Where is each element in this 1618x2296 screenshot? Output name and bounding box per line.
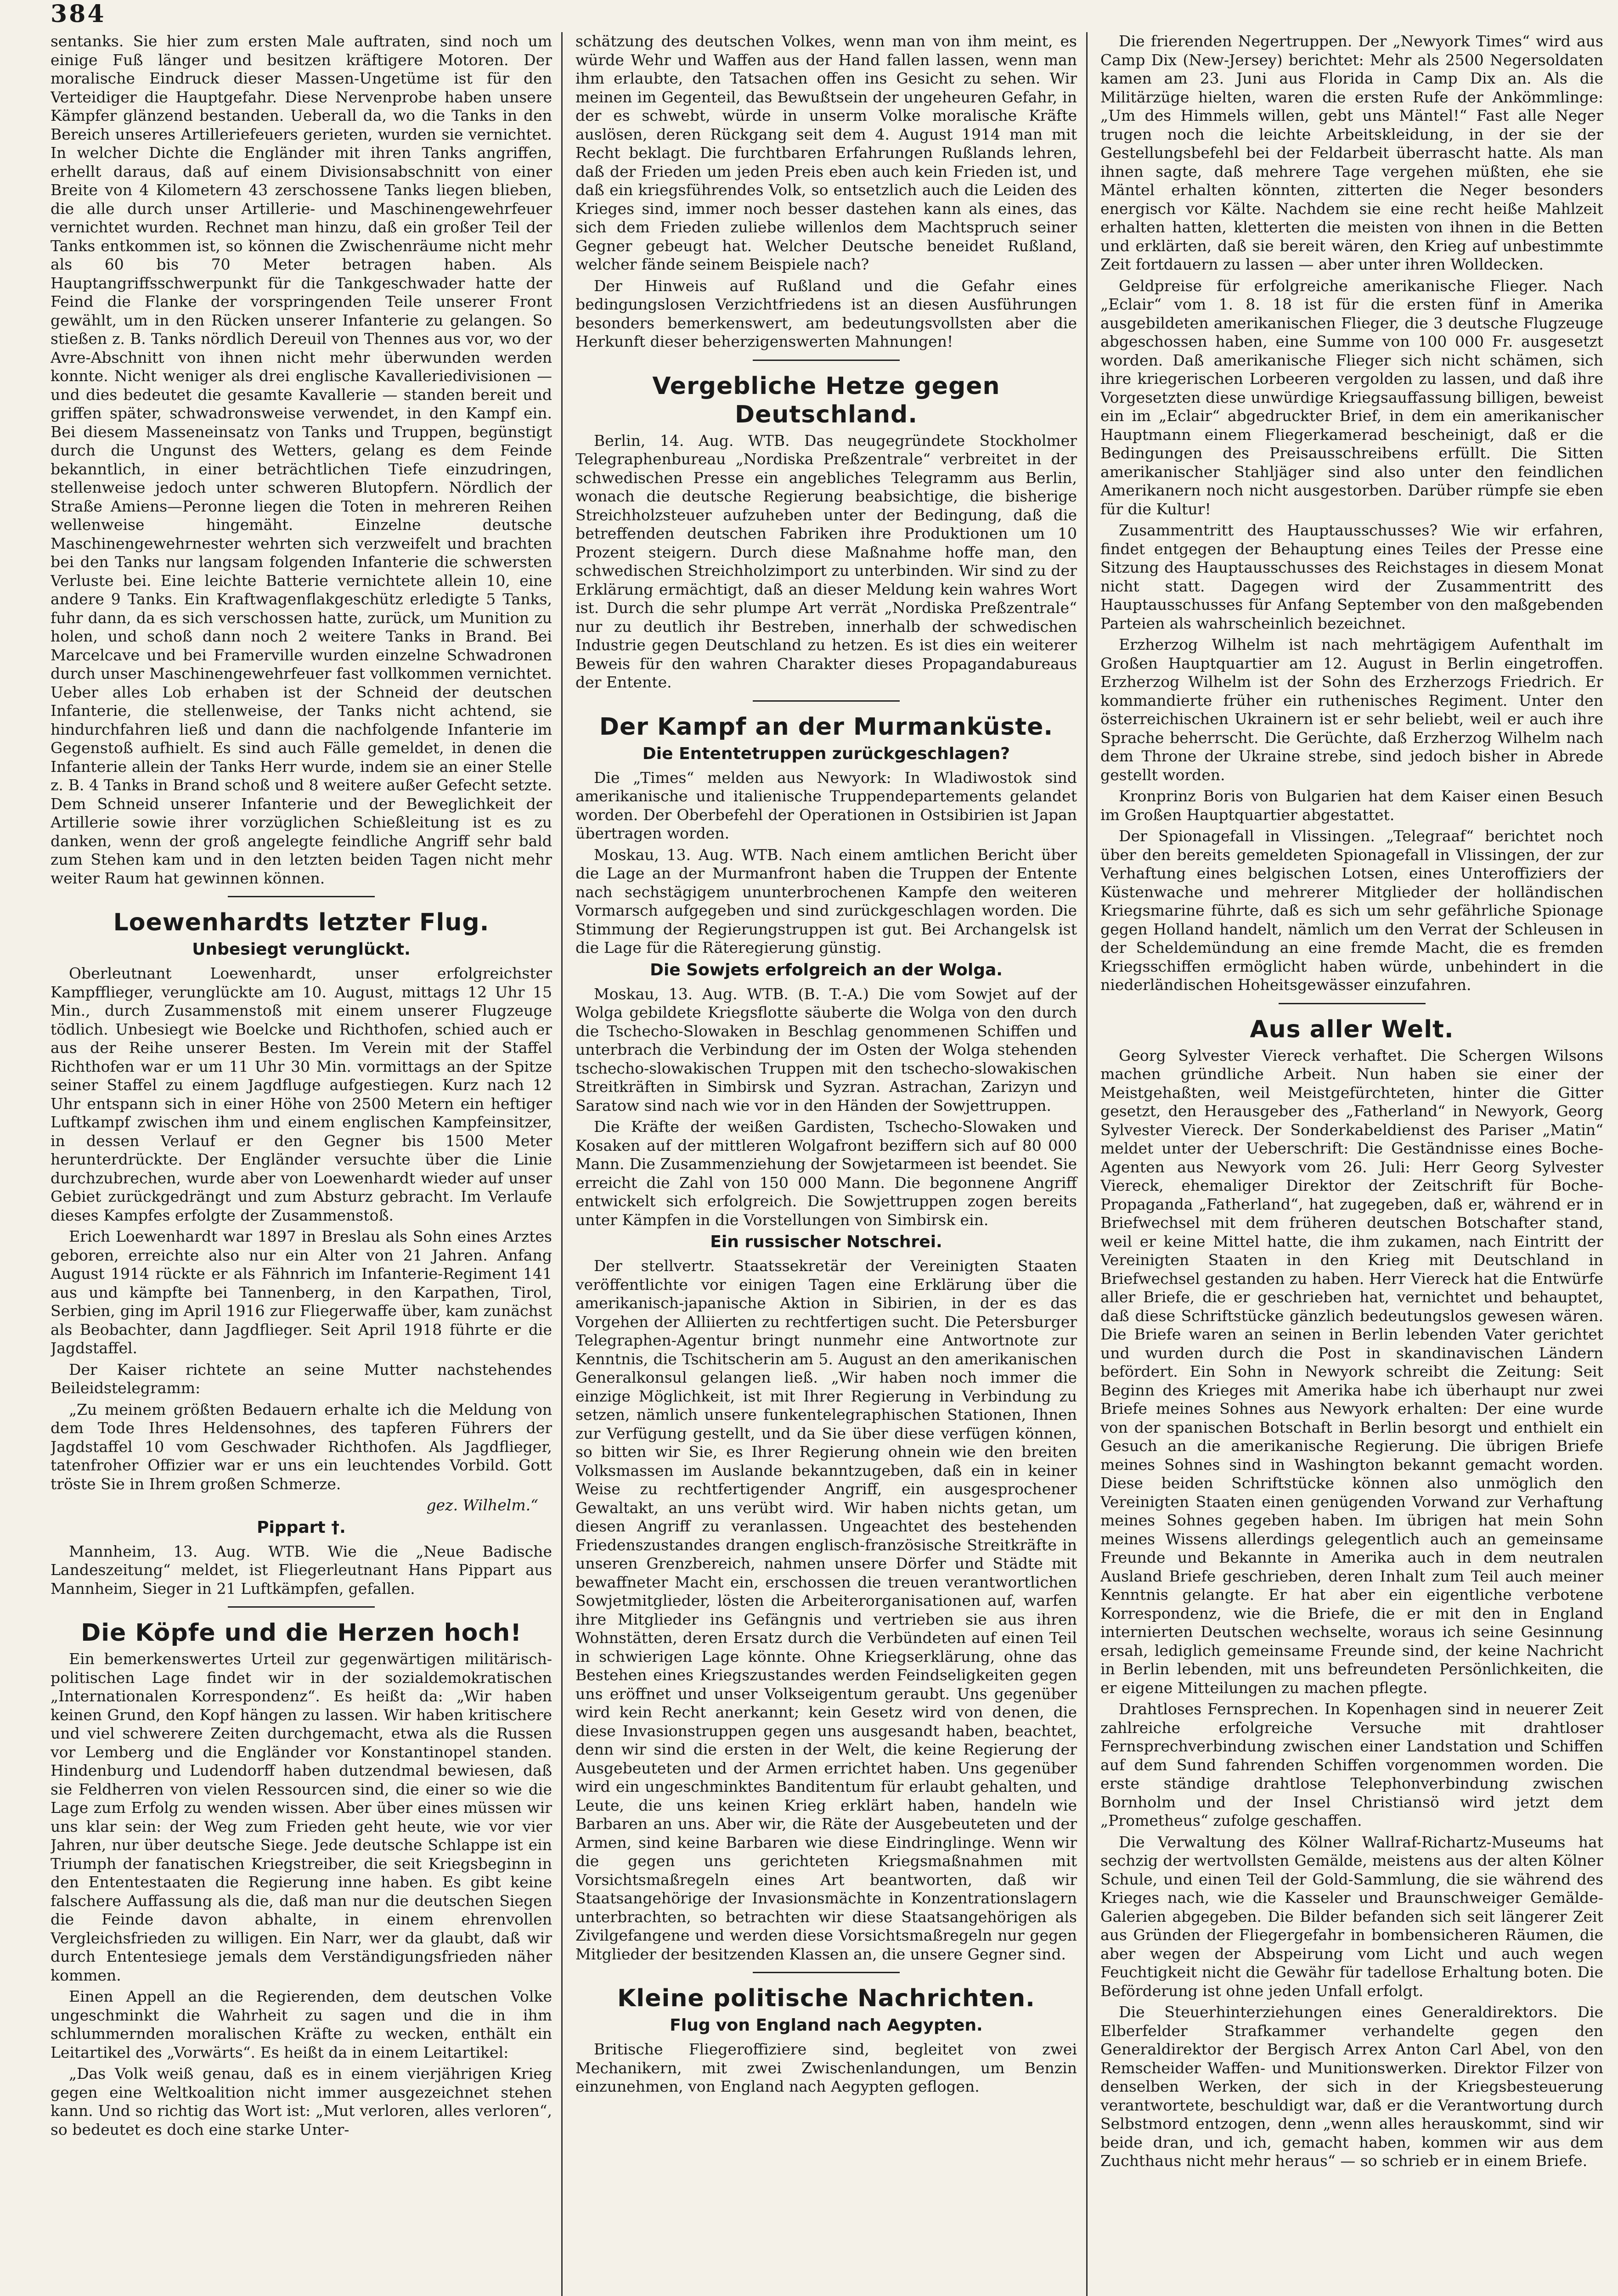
headline-kleine-nachrichten: Kleine politische Nachrichten. xyxy=(617,1985,1035,2012)
telegram-signature: gez. Wilhelm.“ xyxy=(426,1496,538,1514)
paragraph: Oberleutnant Loewenhardt, unser erfolgreichster Kampfflieger, verunglückte am 10. August, mittags 12 Uhr 15 Min., durch Zusammenstoß mit einem unserer Flugzeuge tödlich. Unbesiegt wie Boelcke und Richthofen, schied auch er aus der Reihe unserer Besten. Im Verein mit der Staffel Richthofen war er um 11 Uhr 30 Min. vormittags an der Spitze seiner Staffel zu einem Jagdfluge aufgestiegen. Kurz nach 12 Uhr entspann sich in einer Höhe von 2500 Metern ein heftiger Luftkampf zwischen ihm und einem englischen Kampfeinsitzer, in dessen Verlauf er den Gegner bis 1500 Meter herunterdrückte. Der Engländer versuchte über die Linie durchzubrechen, wurde aber von Loewenhardt wieder auf unser Gebiet zurückgedrängt und zum Absturz gebracht. Im Verlaufe dieses Kampfes erfolgte der Zusammenstoß. xyxy=(51,964,552,1224)
paragraph: Georg Sylvester Viereck verhaftet. Die Schergen Wilsons machen gründliche Arbeit. Nun haben sie einer der Meistgehaßten, weil Meistgefürchteten, hinter die Gitter gesetzt, den Herausgeber des „Fatherland“ in Newyork, Georg Sylvester Viereck. Der Sonderkabeldienst des Pariser „Matin“ meldet unter der Ueberschrift: Die Geständnisse eines Boche-Agenten aus Newyork vom 26. Juli: Herr Georg Sylvester Viereck, ehemaliger Direktor der Zeitschrift für Boche-Propaganda „Fatherland“, hat zugegeben, daß er, während er in Briefwechsel mit dem früheren deutschen Botschafter stand, weil er keine Mittel hatte, die ihm zukamen, nach Eintritt der Vereinigten Staaten in den Krieg mit Deutschland in Briefwechsel gestanden zu haben. Herr Viereck hat die Entwürfe aller Briefe, die er geschrieben hat, vernichtet und behauptet, daß diese Schriftstücke gänzlich bedeutungslos gewesen wären. Die Briefe waren an seinen in Berlin lebenden Vater gerichtet und wurden durch die Post in skandinavischen Ländern befördert. Ein Sohn in Newyork schreibt die Zeitung: Seit Beginn des Krieges mit Amerika habe ich überhaupt nur zwei Briefe meines Sohnes aus Newyork erhalten: Der eine wurde von der spanischen Botschaft in Berlin besorgt und enthielt ein Gesuch an die amerikanische Regierung. Die übrigen Briefe meines Sohnes sind in Washington bekannt gemacht worden. Diese beiden Schriftstücke können also unmöglich den Vereinigten Staaten einen genügenden Vorwand zur Verhaftung meines Sohnes gegeben haben. Im übrigen hat mein Sohn meines Wissens allerdings gelegentlich auch an gemeinsame Freunde und Bekannte in Amerika auch in dem neutralen Ausland Briefe geschrieben, deren Inhalt zum Teil auch meiner Kenntnis gelangte. Er hat aber ein eigentliche verbotene Korrespondenz, wie die Briefe, die er mit den in England internierten Deutschen wechselte, woraus ich seine Gesinnung ersah, lediglich gemeinsame Freunde sind, der keine Nachricht in Berlin lebenden, mit uns befreundeten Persönlichkeiten, die er eigene Mitteilungen zu machen pflegte. xyxy=(1100,1046,1603,1697)
paragraph: Der Spionagefall in Vlissingen. „Telegraaf“ berichtet noch über den bereits gemeldeten Spionagefall in Vlissingen, der zur Verhaftung eines belgischen Lotsen, eines Unteroffiziers der Küstenwache und mehrerer Mitglieder der holländischen Kriegsmarine führte, daß es sich um sehr gefährliche Spionage gegen Holland handelt, nämlich um den Verrat der Schleusen in der Scheldemündung an eine fremde Macht, die es fremden Kriegsschiffen ermöglicht haben würde, unbehindert in die niederländischen Hoheitsgewässer einzufahren. xyxy=(1100,827,1603,994)
paragraph: Einen Appell an die Regierenden, dem deutschen Volke ungeschminkt die Wahrheit zu sagen und die in ihm schlummernden moralischen Kräfte zu wecken, enthält ein Leitartikel des „Vorwärts“. Es heißt da in einem Leitartikel: xyxy=(51,1987,552,2061)
paragraph: Moskau, 13. Aug. WTB. Nach einem amtlichen Bericht über die Lage an der Murmanfront haben die Truppen der Entente nach sechstägigem ununterbrochenen Kampfe den weiteren Vormarsch aufgegeben und sind zurückgeschlagen worden. Die Stimmung der Regierungstruppen ist gut. Bei Archangelsk ist die Lage für die Räteregierung günstig. xyxy=(575,845,1077,957)
paragraph: Moskau, 13. Aug. WTB. (B. T.-A.) Die vom Sowjet auf der Wolga gebildete Kriegsflotte säuberte die Wolga von den durch die Tschecho-Slowaken in Beschlag genommenen Schiffen und unterbrach die Verbindung der im Osten der Wolga stehenden tschecho-slowakischen Truppen mit den tschecho-slowakischen Streitkräften in Simbirsk und Syzran. Astrachan, Zarizyn und Saratow sind nach wie vor in den Händen der Sowjettruppen. xyxy=(575,985,1077,1114)
column-1 xyxy=(51,32,563,2296)
divider xyxy=(1279,1003,1426,1004)
headline-loewenhardt: Loewenhardts letzter Flug. xyxy=(113,909,490,936)
divider xyxy=(753,700,900,702)
telegram-quote: „Zu meinem größten Bedauern erhalte ich die Meldung von dem Tode Ihres Heldensohnes, des tapferen Führers der Jagdstaffel 10 vom Geschwader Richthofen. Als Jagdflieger, tatenfroher Offizier war er uns ein leuchtendes Vorbild. Gott tröste Sie in Ihrem großen Schmerze. xyxy=(51,1400,552,1493)
subheadline-flug: Flug von England nach Aegypten. xyxy=(670,2016,983,2035)
paragraph: Ein bemerkenswertes Urteil zur gegenwärtigen militärisch-politischen Lage findet wir in der sozialdemokratischen „Internationalen Korrespondenz“. Es heißt da: „Wir haben keinen Grund, den Kopf hängen zu lassen. Wir haben kritischere und viel schwerere Zeiten durchgemacht, etwa als die Russen vor Lemberg und die Engländer vor Konstantinopel standen. Hindenburg und Ludendorff haben dutzendmal bewiesen, daß sie Feldherren von vielen Ressourcen sind, die einer so wie die Lage zum Erfolg zu wenden wissen. Aber über eines müssen wir uns klar sein: der Weg zum Frieden geht heute, wie vor vier Jahren, nur über deutsche Siege. Jede deutsche Schlappe ist ein Triumph der fanatischen Kriegstreiber, die seit Kriegsbeginn in den Ententestaaten die Regierung inne haben. Es gibt keine falschere Auffassung als die, daß man nur die deutschen Siegen die Feinde davon abhalte, in einem ehrenvollen Vergleichsfrieden zu willigen. Ein Narr, wer da glaubt, daß wir durch Ententesiege jemals dem Verständigungsfrieden näher kommen. xyxy=(51,1650,552,1984)
column-3 xyxy=(1100,32,1612,2296)
paragraph: Die Verwaltung des Kölner Wallraf-Richartz-Museums hat sechzig der wertvollsten Gemälde, meistens aus der alten Kölner Schule, und einen Teil der Gold-Sammlung, die sie während des Krieges nach, wie die Kasseler und Braunschweiger Gemälde-Galerien abgegeben. Die Bilder befanden sich seit längerer Zeit aus Gründen der Fliegergefahr in bombensicheren Räumen, die aber wegen der Abspeirung vom Licht und auch wegen Feuchtigkeit nicht die Gewähr für tadellose Erhaltung boten. Die Beförderung ist ohne jeden Unfall erfolgt. xyxy=(1100,1833,1603,2000)
headline-koepfe: Die Köpfe und die Herzen hoch! xyxy=(81,1619,522,1647)
paragraph: Drahtloses Fernsprechen. In Kopenhagen sind in neuerer Zeit zahlreiche erfolgreiche Versuche mit drahtloser Fernsprechverbindung zwischen einer Landstation und Schiffen auf dem Sund fahrenden Schiffen vorgenommen worden. Die erste ständige drahtlose Telephonverbindung zwischen Bornholm und der Insel Christiansö wird jetzt dem „Prometheus“ zufolge geschaffen. xyxy=(1100,1700,1603,1829)
headline-pippart: Pippart †. xyxy=(257,1518,346,1537)
subheadline-wolga: Die Sowjets erfolgreich an der Wolga. xyxy=(650,960,1003,979)
paragraph: „Das Volk weiß genau, daß es in einem vierjährigen Krieg gegen eine Weltkoalition nicht immer ausgezeichnet stehen kann. Und so richtig das Wort ist: „Mut verloren, alles verloren“, so bedeutet es doch eine starke Unter- xyxy=(51,2065,552,2138)
subheadline-notschrei: Ein russischer Notschrei. xyxy=(710,1232,942,1251)
paragraph: Die frierenden Negertruppen. Der „Newyork Times“ wird aus Camp Dix (New-Jersey) berichtet: Mehr als 2500 Negersoldaten kamen am 23. Juni aus Florida in Camp Dix an. Als die Militärzüge hielten, waren die ersten Rufe der Ankömmlinge: „Um des Himmels willen, gebt uns Mäntel!“ Fast alle Neger trugen noch die leichte Arbeitskleidung, in der sie der Gestellungsbefehl bei der Feldarbeit überrascht hatte. Als man ihnen sagte, daß mehrere Tage vergehen müßten, ehe sie Mäntel erhalten könnten, zitterten die Neger besonders energisch vor Kälte. Nachdem sie eine recht heiße Mahlzeit erhalten hatten, kletterten die meisten von ihnen in die Betten und erklärten, daß sie bereit wären, den Krieg auf unbestimmte Zeit fortdauern zu lassen — aber unter ihren Wolldecken. xyxy=(1100,32,1603,273)
paragraph: Die Steuerhinterziehungen eines Generaldirektors. Die Elberfelder Strafkammer verhandelte gegen den Generaldirektor der Bergisch Arrex Anton Carl Abel, von den Remscheider Waffen- und Munitionswerken. Direktor Filzer von denselben Werken, der sich in der Kriegsbesteuerung verantwortete, beschuldigt war, daß er die Verantwortung durch Selbstmord entzogen, denn „wenn alles herauskommt, sind wir beide dran, und ich, gemacht haben, kommen wir aus dem Zuchthaus nicht mehr heraus“ — so schrieb er in einem Briefe. xyxy=(1100,2003,1603,2170)
divider xyxy=(753,1972,900,1973)
paragraph: Die Kräfte der weißen Gardisten, Tschecho-Slowaken und Kosaken auf der mittleren Wolgafront beziffern sich auf 80 000 Mann. Die Zusammenziehung der Sowjetarmeen ist beendet. Sie erreicht die Zahl von 150 000 Mann. Die begonnene Angriff entwickelt sich erfolgreich. Die Sowjettruppen zogen bereits unter Kämpfen in die Vorstellungen von Simbirsk ein. xyxy=(575,1118,1077,1229)
paragraph: Zusammentritt des Hauptausschusses? Wie wir erfahren, findet entgegen der Behauptung eines Teiles der Presse eine Sitzung des Hauptausschusses des Reichstages in diesem Monat nicht statt. Dagegen wird der Zusammentritt des Hauptausschusses für Anfang September von den maßgebenden Parteien als wahrscheinlich bezeichnet. xyxy=(1100,521,1603,632)
paragraph: Mannheim, 13. Aug. WTB. Wie die „Neue Badische Landeszeitung“ meldet, ist Fliegerleutnant Hans Pippart aus Mannheim, Sieger in 21 Luftkämpfen, gefallen. xyxy=(51,1542,552,1598)
column-2 xyxy=(575,32,1088,2296)
subheadline-murman: Die Ententetruppen zurückgeschlagen? xyxy=(642,744,1010,763)
columns xyxy=(51,32,1603,2296)
divider xyxy=(228,1606,375,1608)
paragraph: Kronprinz Boris von Bulgarien hat dem Kaiser einen Besuch im Großen Hauptquartier abgestattet. xyxy=(1100,787,1603,824)
headline-murman: Der Kampf an der Murmanküste. xyxy=(599,713,1054,741)
paragraph: Der stellvertr. Staatssekretär der Vereinigten Staaten veröffentlichte vor einigen Tagen eine Erklärung über die amerikanisch-japanische Aktion in Sibirien, in der es das Vorgehen der Alliierten zu rechtfertigen sucht. Die Petersburger Telegraphen-Agentur bringt nunmehr eine Antwortnote zur Kenntnis, die Tschitscherin am 5. August an den amerikanischen Generalkonsul gelangen ließ. „Wir haben noch immer die einzige Möglichkeit, ist mit Ihrer Regierung in Verbindung zu setzen, nämlich unsere funkentelegraphischen Stationen, Ihnen zur Verfügung gestellt, und da Sie über diese verfügen können, so bitten wir Sie, es Ihrer Regierung ohnein wie den breiten Volksmassen im Auslande bekanntzugeben, daß ein in keiner Weise zu rechtfertigender Angriff, ein ausgesprochener Gewaltakt, an uns verübt wird. Wir haben nichts getan, um diesen Angriff zu veranlassen. Ungeachtet des bestehenden Friedenszustandes drangen englisch-französische Streitkräfte in unseren Grenzbereich, nahmen unsere Dörfer und Städte mit bewaffneter Macht ein, erschossen die treuen verantwortlichen Sowjetmitglieder, lösten die Arbeiterorganisationen auf, warfen ihre Mitglieder ins Gefängnis und vertrieben sie aus ihren Wohnstätten, deren Ersatz durch die Verbündeten auf einen Teil in schwierigen Lage könnte. Ohne Kriegserklärung, ohne das Bestehen eines Kriegszustandes werden Feindseligkeiten gegen uns eröffnet und unser Volkseigentum geraubt. Uns gegenüber wird kein Recht anerkannt; kein Gesetz wird von denen, die diese Invasionstruppen gegen uns ausgesandt haben, beachtet, denn wir sind die ersten in der Welt, die keine Regierung der Ausgebeuteten und der Armen errichtet haben. Uns gegenüber wird ein ungeschminktes Banditentum für erlaubt gehalten, und Leute, die uns keinen Krieg erklärt haben, handeln wie Barbaren an uns. Aber wir, die Räte der Ausgebeuteten und der Armen, sind keine Barbaren wie diese Eindringlinge. Wenn wir die gegen uns gerichteten Kriegsmaßnahmen mit Vorsichtsmaßregeln eines Art beantworten, daß wir Staatsangehörige der Invasionsmächte in Konzentrationslagern unterbrachten, so betrachten wir diese Staatsangehörigen als Zivilgefangene und werden diese Vorsichtsmaßregeln nur gegen Mitglieder der besitzenden Klassen an, die unsere Gegner sind. xyxy=(575,1257,1077,1963)
paragraph: Geldpreise für erfolgreiche amerikanische Flieger. Nach „Eclair“ vom 1. 8. 18 ist für die ersten fünf in Amerika ausgebildeten amerikanischen Flieger, die 3 deutsche Flugzeuge abgeschossen haben, eine Summe von 100 000 Fr. ausgesetzt worden. Daß amerikanische Flieger sich nicht schämen, sich ihre kriegerischen Lorbeeren vergolden zu lassen, und daß ihre Vorgesetzten diese unwürdige Kriegsauffassung billigen, beweist ein im „Eclair“ abgedruckter Brief, in dem ein amerikanischer Hauptmann einem Fliegerkamerad bescheinigt, daß er die Bedingungen des Preisausschreibens erfüllt. Die Sitten amerikanischer Stahljäger sind also unter den feindlichen Amerikanern noch nicht ausgestorben. Darüber rümpfe sie eben für die Kultur! xyxy=(1100,276,1603,518)
page-number: 384 xyxy=(51,0,106,28)
paragraph: Erich Loewenhardt war 1897 in Breslau als Sohn eines Arztes geboren, erreichte also nur ein Alter von 21 Jahren. Anfang August 1914 rückte er als Fähnrich im Infanterie-Regiment 141 aus und kämpfte bei Tannenberg, in den Karpathen, Tirol, Serbien, ging im April 1916 zur Fliegerwaffe über, kam zunächst als Beobachter, dann Jagdflieger. Seit April 1918 führte er die Jagdstaffel. xyxy=(51,1227,552,1357)
paragraph: Der Hinweis auf Rußland und die Gefahr eines bedingungslosen Verzichtfriedens ist an diesen Ausführungen besonders bemerkenswert, am bedeutungsvollsten aber die Herkunft dieser beherzigenswerten Mahnungen! xyxy=(575,276,1077,350)
divider xyxy=(228,896,375,897)
paragraph: Erzherzog Wilhelm ist nach mehrtägigem Aufenthalt im Großen Hauptquartier am 12. August in Berlin eingetroffen. Erzherzog Wilhelm ist der Sohn des Erzherzogs Friedrich. Er kommandierte früher ein ruthenisches Regiment. Unter den österreichischen Ukrainern ist er sehr beliebt, weil er auch ihre Sprache beherrscht. Die Gerüchte, daß Erzherzog Wilhelm nach dem Throne der Ukraine strebe, sind jedoch bisher in Abrede gestellt worden. xyxy=(1100,636,1603,784)
paragraph: Der Kaiser richtete an seine Mutter nachstehendes Beileidstelegramm: xyxy=(51,1360,552,1397)
headline-hetze: Vergebliche Hetze gegen Deutschland. xyxy=(652,372,1000,428)
subheadline-loewenhardt: Unbesiegt verunglückt. xyxy=(192,940,411,959)
headline-aus-aller-welt: Aus aller Welt. xyxy=(1250,1015,1454,1043)
paragraph: Die „Times“ melden aus Newyork: In Wladiwostok sind amerikanische und italienische Truppendepartements gelandet worden. Der Oberbefehl der Operationen in Ostsibirien ist Japan übertragen worden. xyxy=(575,768,1077,842)
paragraph: Berlin, 14. Aug. WTB. Das neugegründete Stockholmer Telegraphenbureau „Nordiska Preßzentrale“ verbreitet in der schwedischen Presse ein angebliches Telegramm aus Berlin, wonach die deutsche Regierung beabsichtige, die bisherige Streichholzsteuer aufzuheben unter der Bedingung, daß die betreffenden deutschen Fabriken ihre Produktionen um 10 Prozent steigern. Durch diese Maßnahme hoffe man, den schwedischen Streichholzimport zu unterbinden. Wir sind zu der Erklärung ermächtigt, daß an dieser Meldung kein wahres Wort ist. Durch die sehr plumpe Art verrät „Nordiska Preßzentrale“ nur zu deutlich ihr Bestreben, innerhalb der schwedischen Industrie gegen Deutschland zu hetzen. Es ist dies ein weiterer Beweis für den wahren Charakter dieses Propagandabureaus der Entente. xyxy=(575,431,1077,691)
article-tanks-end: sentanks. Sie hier zum ersten Male auftraten, sind noch um einige Fuß länger und besitzen kräftigere Motoren. Der moralische Eindruck dieser Massen-Ungetüme ist für den Verteidiger die Hauptgefahr. Diese Nervenprobe haben unsere Kämpfer glänzend bestanden. Ueberall da, wo die Tanks in den Bereich unseres Artilleriefeuers gerieten, wurden sie vernichtet. In welcher Dichte die Engländer mit ihren Tanks angriffen, erhellt daraus, daß auf einem Divisionsabschnitt von einer Breite von 4 Kilometern 43 zerschossene Tanks liegen blieben, die alle durch unser Artillerie- und Maschinengewehrfeuer vernichtet wurden. Rechnet man hinzu, daß ein großer Teil der Tanks entkommen ist, so können die Zwischenräume nicht mehr als 60 bis 70 Meter betragen haben. Als Hauptangriffsschwerpunkt für die Tankgeschwader hatte der Feind die Flanke der vorspringenden Teile unserer Front gewählt, um in den Rücken unserer Infanterie zu gelangen. So stießen z. B. Tanks nördlich Dereuil von Thennes aus vor, wo der Avre-Abschnitt von ihnen nicht mehr überwunden werden konnte. Nicht weniger als drei englische Kavalleriedivisionen — und dies bedeutet die gesamte Kavallerie — standen bereit und griffen später, schwadronsweise verwendet, in den Kampf ein. Bei diesem Masseneinsatz von Tanks und Truppen, begünstigt durch die Ungunst des Wetters, gelang es dem Feinde bekanntlich, in einer beträchtlichen Tiefe einzudringen, stellenweise jedoch unter schweren Blutopfern. Nördlich der Straße Amiens—Peronne liegen die Toten in mehreren Reihen wellenweise hingemäht. Einzelne deutsche Maschinengewehrnester wehrten sich verzweifelt und brachten bei den Tanks nur langsam folgenden Infanterie die schwersten Verluste bei. Eine leichte Batterie vernichtete allein 10, eine andere 9 Tanks. Ein Kraftwagenflakgeschütz erledigte 5 Tanks, fuhr dann, da es sich verschossen hatte, zurück, um Munition zu holen, und schoß dann noch 2 weitere Tanks in Brand. Bei Marcelcave und bei Framerville wurden einzelne Schwadronen durch unser Maschinengewehrfeuer fast vollkommen vernichtet. Ueber alles Lob erhaben ist der Schneid der deutschen Infanterie, die stellenweise, der Tanks nicht achtend, sie hindurchfahren ließ und dann die nachfolgende Infanterie im Gegenstoß aufhielt. Es sind auch Fälle gemeldet, in denen die Infanterie allein der Tanks Herr wurde, indem sie an einer Stelle z. B. 4 Tanks in Brand schoß und 8 weitere außer Gefecht setzte. Dem Schneid unserer Infanterie und der Beweglichkeit der Artillerie sowie ihrer vorzüglichen Schießleitung ist es zu danken, wenn der groß angelegte feindliche Angriff sehr bald zum Stehen kam und in den letzten beiden Tagen nicht mehr weiter Raum hat gewinnen können. xyxy=(51,32,552,887)
paragraph: schätzung des deutschen Volkes, wenn man von ihm meint, es würde Wehr und Waffen aus der Hand fallen lassen, wenn man ihm erlaubte, den Tatsachen offen ins Gesicht zu sehen. Wir meinen im Gegenteil, das Bewußtsein der ungeheuren Gefahr, in der es schwebt, würde in unserm Volke moralische Kräfte auslösen, deren Rückgang seit dem 4. August 1914 man mit Recht beklagt. Die furchtbaren Erfahrungen Rußlands lehren, daß der Frieden um jeden Preis eben auch kein Frieden ist, und daß ein kriegsführendes Volk, so entsetzlich auch die Leiden des Krieges sind, immer noch besser dastehen kann als eines, das sich dem Frieden zuliebe willenlos dem Machtspruch seiner Gegner gebeugt hat. Welcher Deutsche beneidet Rußland, welcher fände seinem Beispiele nach? xyxy=(575,32,1077,273)
divider xyxy=(753,360,900,361)
paragraph: Britische Fliegeroffiziere sind, begleitet von zwei Mechanikern, mit zwei Zwischenlandungen, um Benzin einzunehmen, von England nach Aegypten geflogen. xyxy=(575,2040,1077,2095)
